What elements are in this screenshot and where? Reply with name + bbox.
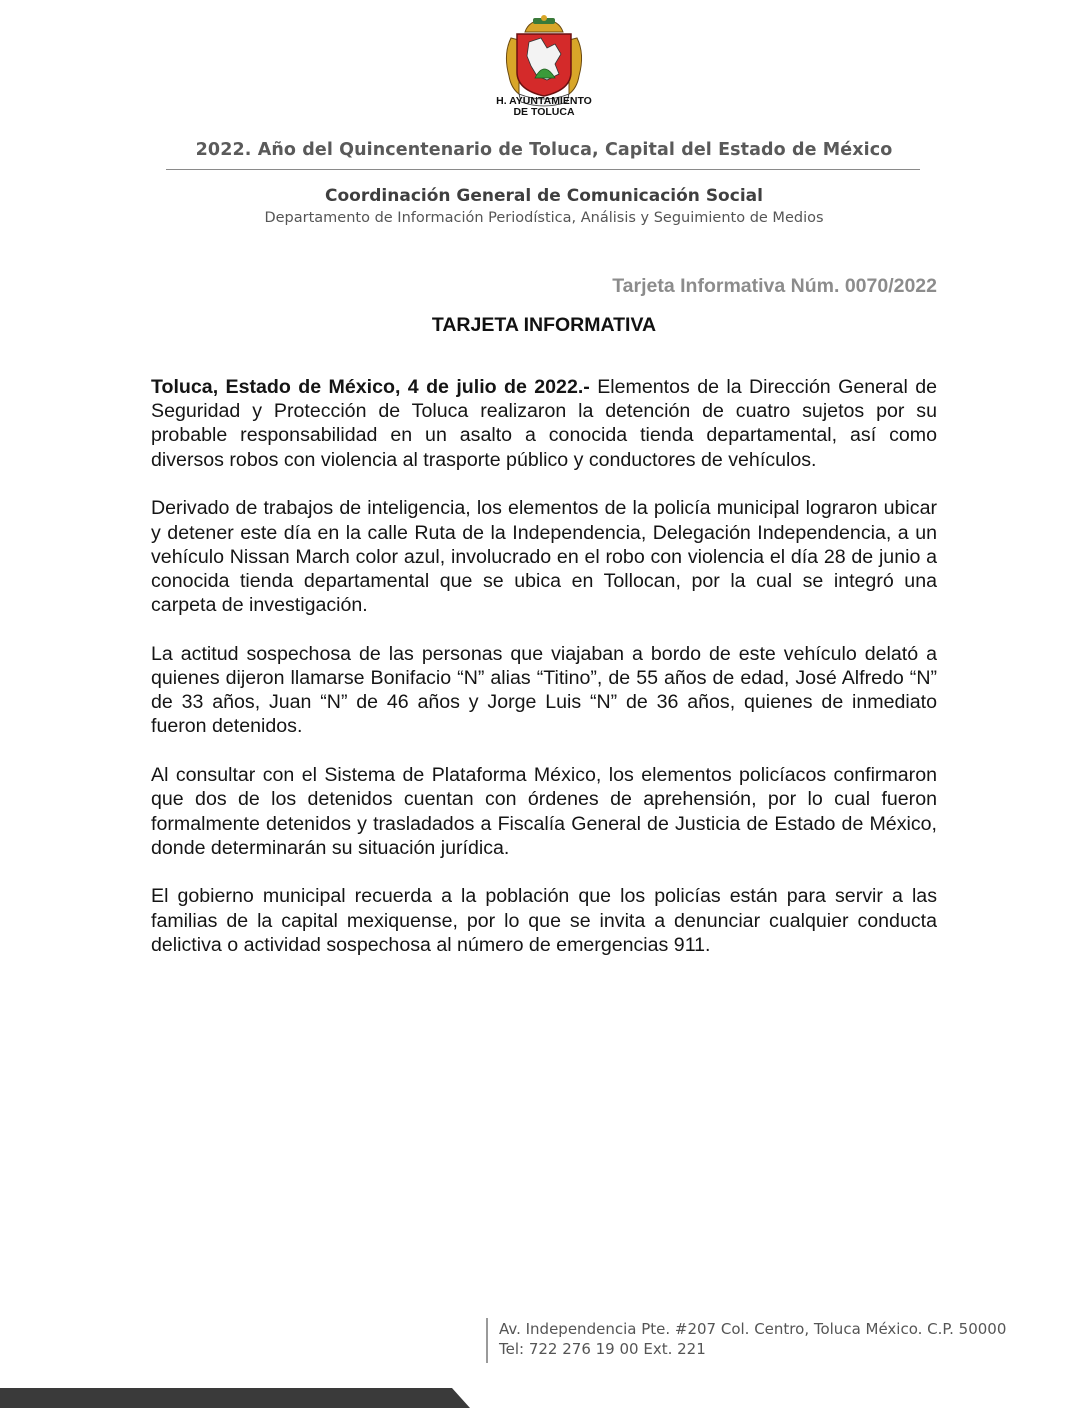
crest-caption bbox=[470, 96, 618, 118]
paragraph-1 bbox=[151, 375, 937, 472]
paragraph-4: Al consultar con el Sistema de Plataforma México, los elementos policíacos confirmaron que dos de los detenidos cuentan con órdenes de aprehensión, por lo cual fueron formalmente detenidos y trasladados a Fiscalía General de Justicia de Estado de México, donde determinarán su situación jurídica. bbox=[151, 764, 937, 859]
bottom-decorative-strip bbox=[0, 1388, 470, 1408]
crest-caption-line1: H. AYUNTAMIENTO bbox=[496, 95, 592, 107]
header-divider bbox=[166, 169, 920, 170]
dateline: Toluca, Estado de México, 4 de julio de 2022.- bbox=[151, 376, 590, 398]
department-subtitle: Departamento de Información Periodística, Análisis y Seguimiento de Medios bbox=[264, 210, 824, 226]
footer-divider bbox=[486, 1318, 488, 1363]
year-motto: 2022. Año del Quincentenario de Toluca, Capital del Estado de México bbox=[195, 140, 893, 160]
paragraph-2: Derivado de trabajos de inteligencia, los elementos de la policía municipal lograron ubicar y detener este día en la calle Ruta de la Independencia, Delegación Independencia, a un vehículo Nissan March color azul, involucrado en el robo con violencia el día 28 de junio a conocida tienda departamental que se ubica en Tollocan, por la cual se integró una carpeta de investigación. bbox=[151, 497, 937, 617]
paragraph-3: La actitud sospechosa de las personas que viajaban a bordo de este vehículo delató a quienes dijeron llamarse Bonifacio “N” alias “Titino”, de 55 años de edad, José Alfredo “N” de 33 años, Juan “N” de 46 años y Jorge Luis “N” de 36 años, quienes de inmediato fueron detenidos. bbox=[151, 642, 937, 738]
paragraph-5: El gobierno municipal recuerda a la población que los policías están para servir a las familias de la capital mexiquense, por lo que se invita a denunciar cualquier conducta delictiva o actividad sospechosa al número de emergencias 911. bbox=[151, 885, 937, 956]
card-heading: TARJETA INFORMATIVA bbox=[431, 314, 657, 336]
coordination-title: Coordinación General de Comunicación Social bbox=[325, 186, 763, 206]
crest-caption-line2: DE TOLUCA bbox=[513, 106, 575, 118]
document-body bbox=[151, 375, 937, 982]
footer-phone: Tel: 722 276 19 00 Ext. 221 bbox=[499, 1340, 706, 1358]
paragraph-1-text: Elementos de la Dirección General de Seguridad y Protección de Toluca realizaron la detención de cuatro sujetos por su probable responsabilidad en un asalto a conocida tienda departamental, así como diversos robos con violencia al trasporte público y conductores de vehículos. bbox=[151, 376, 937, 471]
card-number: Tarjeta Informativa Núm. 0070/2022 bbox=[612, 275, 937, 297]
footer-address: Av. Independencia Pte. #207 Col. Centro, Toluca México. C.P. 50000 bbox=[499, 1320, 1007, 1338]
